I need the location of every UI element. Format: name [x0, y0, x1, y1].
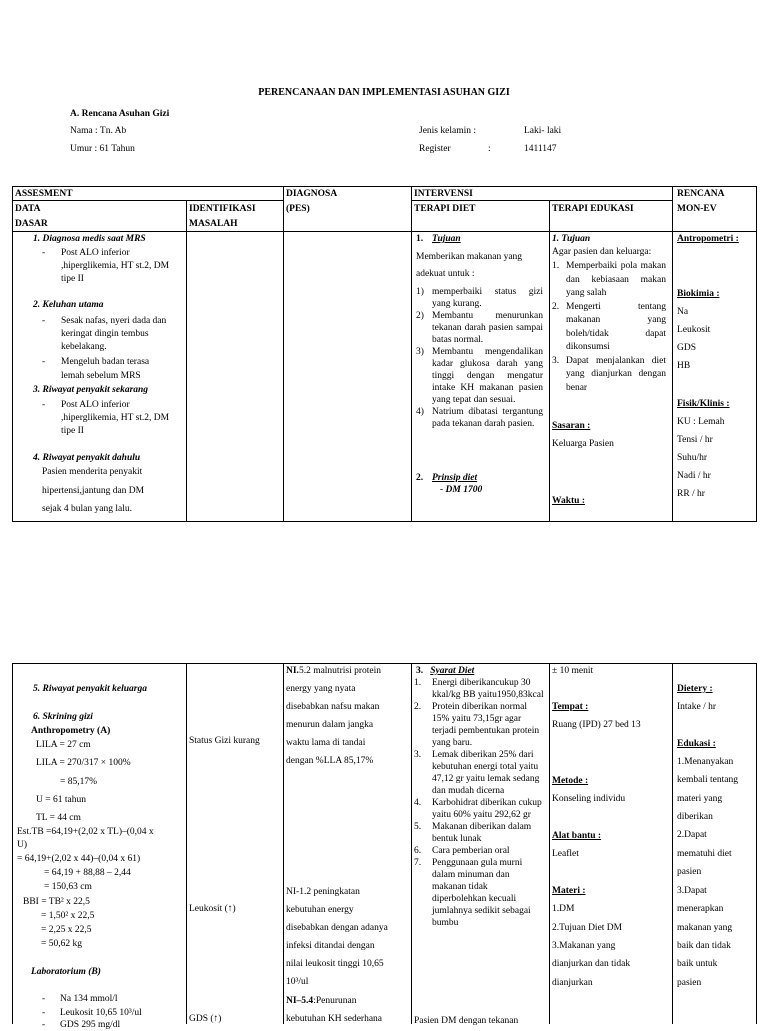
text-line: = 1,50² x 22,5 [41, 911, 95, 921]
text-line: waktu lama di tandai [286, 738, 366, 748]
list-item: Protein diberikan normal 15% yaitu 73,15gr agar terjadi pembentukan protein yang baru. [432, 702, 540, 748]
register-value: 1411147 [524, 144, 557, 154]
text-line: makanan yang [677, 923, 733, 933]
alat-bantu-heading: Alat bantu : [552, 831, 602, 841]
antropometri-heading: Antropometri : [677, 234, 739, 244]
waktu-value: ± 10 menit [552, 666, 594, 676]
header-terapi-diet: TERAPI DIET [414, 204, 476, 214]
text-line: 3.Makanan yang [552, 941, 616, 951]
biokimia-heading: Biokimia : [677, 289, 720, 299]
header-data: DATA [15, 204, 41, 214]
riwayat-sekarang-heading: 3. Riwayat penyakit sekarang [33, 385, 149, 395]
text-line: = 64,19+(2,02 x 44)–(0,04 x 61) [17, 854, 141, 864]
text-line: sejak 4 bulan yang lalu. [42, 504, 132, 514]
text-line: RR / hr [677, 489, 705, 499]
text-line: = 50,62 kg [41, 939, 82, 949]
text-line: mematuhi diet [677, 849, 732, 859]
text-line: Agar pasien dan keluarga: [552, 247, 652, 257]
keluhan-heading: 2. Keluhan utama [33, 300, 104, 310]
gender-value: Laki- laki [524, 126, 562, 136]
page-title: PERENCANAAN DAN IMPLEMENTASI ASUHAN GIZI [258, 87, 510, 98]
list-item: Karbohidrat diberikan cukup yaitu 60% yaitu 292,62 gr [432, 798, 542, 820]
header-masalah: MASALAH [189, 219, 238, 229]
skrining-heading: 6. Skrining gizi [33, 712, 93, 722]
tempat-heading: Tempat : [552, 702, 589, 712]
waktu-heading: Waktu : [552, 496, 585, 506]
list-item: tipe II [61, 274, 84, 284]
list-item: Membantu mengendalikan kadar glukosa darah yang tinggi dengan mengatur intake KH makanan pasien yang tepat dan sesuai. [432, 347, 543, 405]
materi-heading: Materi : [552, 886, 586, 896]
header-identifikasi: IDENTIFIKASI [189, 204, 256, 214]
text-line: dengan %LLA 85,17% [286, 756, 374, 766]
text-line: adekuat untuk : [416, 269, 475, 279]
text-line: 2.Tujuan Diet DM [552, 923, 623, 933]
list-item: ,hiperglikemia, HT st.2, DM [61, 413, 170, 423]
text-line: disebabkan dengan adanya [286, 923, 388, 933]
text-line: pasien [677, 867, 702, 877]
masalah-item: Leukosit (↑) [189, 904, 236, 914]
prinsip-diet-heading: Prinsip diet [432, 473, 478, 483]
text-line: BBI = TB² x 22,5 [23, 897, 90, 907]
text-line: Nadi / hr [677, 471, 711, 481]
sasaran-value: Keluarga Pasien [552, 439, 614, 449]
text-line: 3.Dapat [677, 886, 707, 896]
header-intervensi: INTERVENSI [414, 189, 473, 199]
text-line: 10³/ul [286, 977, 309, 987]
dietery-heading: Dietery : [677, 684, 713, 694]
edu-goals-list: 1. Memperbaiki pola makan dan kebiasaan makan yang salah 2. Mengerti tentang makanan yang boleh/tidak dapat dikonsumsi 3. Dapat menjalankan diet yang dianjurkan dengan benar [552, 260, 666, 395]
text-line: Intake / hr [677, 702, 717, 712]
laboratorium-heading: Laboratorium (B) [31, 967, 101, 977]
diet-type: - DM 1700 [440, 485, 483, 495]
fisik-klinis-heading: Fisik/Klinis : [677, 399, 730, 409]
text-line: kembali tentang [677, 775, 738, 785]
text-line: hipertensi,jantung dan DM [42, 486, 145, 496]
list-item: Dapat menjalankan diet yang dianjurkan dengan benar [566, 355, 666, 393]
list-item: ,hiperglikemia, HT st.2, DM [61, 261, 170, 271]
text-line: nilai leukosit tinggi 10,65 [286, 959, 384, 969]
text-line: LILA = 270/317 × 100% [36, 758, 131, 768]
header-monev: MON-EV [677, 204, 717, 214]
gender-label: Jenis kelamin : [419, 126, 476, 136]
text-line: Suhu/hr [677, 453, 708, 463]
edukasi-heading: Edukasi : [677, 739, 716, 749]
text-line: = 64,19 + 88,88 – 2,44 [44, 868, 131, 878]
text-line: LILA = 27 cm [36, 740, 91, 750]
register-colon: : [488, 144, 491, 154]
text-line: diberikan [677, 812, 713, 822]
text-line: Na [677, 307, 689, 317]
text-line: disebabkan nafsu makan [286, 702, 380, 712]
text-line: Leukosit [677, 325, 711, 335]
text-line: Est.TB =64,19+(2,02 x TL)–(0,04 x [17, 827, 154, 837]
list-item: kebelakang. [61, 342, 107, 352]
text-line: 1.DM [552, 904, 575, 914]
list-item: Post ALO inferior [61, 400, 130, 410]
text-line: dianjurkan dan tidak [552, 959, 631, 969]
list-item: Sesak nafas, nyeri dada dan [61, 316, 167, 326]
text-line: dianjurkan [552, 978, 593, 988]
header-assesment: ASSESMENT [15, 189, 73, 199]
text-line: TL = 44 cm [36, 813, 81, 823]
list-item: Post ALO inferior [61, 248, 130, 258]
text-line: baik untuk [677, 959, 718, 969]
text-line: GDS [677, 343, 697, 353]
header-terapi-edukasi: TERAPI EDUKASI [552, 204, 634, 214]
text-line: menerapkan [677, 904, 724, 914]
list-item: Leukosit 10,65 10³/ul [60, 1008, 142, 1018]
diagnosa-item: NI–5.4:Penurunan [286, 996, 357, 1006]
patient-age: Umur : 61 Tahun [70, 144, 135, 154]
list-item: GDS 295 mg/dl [60, 1020, 121, 1030]
header-pes: (PES) [286, 204, 310, 214]
metode-heading: Metode : [552, 776, 589, 786]
riwayat-dahulu-heading: 4. Riwayat penyakit dahulu [33, 453, 141, 463]
edu-tujuan-heading: 1. Tujuan [552, 234, 591, 244]
text-line: = 150,63 cm [44, 882, 92, 892]
header-dasar: DASAR [15, 219, 48, 229]
text-line: kebutuhan KH sederhana [286, 1014, 383, 1024]
tujuan-heading: Tujuan [432, 234, 461, 244]
text-line: Pasien menderita penyakit [42, 467, 143, 477]
list-item: Cara pemberian oral [432, 846, 510, 856]
list-item: Natrium dibatasi tergantung pada tekanan darah pasien. [432, 407, 543, 429]
list-item: Na 134 mmol/l [60, 994, 118, 1004]
metode-value: Konseling individu [552, 794, 626, 804]
text-line: 2.Dapat [677, 830, 707, 840]
list-item: Energi diberikancukup 30 kkal/kg BB yaitu1950,83kcal [432, 678, 544, 700]
diagnosa-item: NI.5.2 malnutrisi protein [286, 666, 381, 676]
text-line: kebutuhan energy [286, 905, 354, 915]
list-item: Lemak diberikan 25% dari kebutuhan energi total yaitu 47,12 gr yaitu lemak sedang dan mudah dicerna [432, 750, 540, 796]
tempat-value: Ruang (IPD) 27 bed 13 [552, 720, 641, 730]
text-line: = 2,25 x 22,5 [41, 925, 92, 935]
list-item: Memperbaiki pola makan dan kebiasaan makan yang salah [566, 261, 666, 298]
text-line: 1.Menanyakan [677, 757, 734, 767]
list-item: tipe II [61, 426, 84, 436]
register-label: Register [419, 144, 451, 154]
text-line: pasien [677, 978, 702, 988]
text-line: KU : Lemah [677, 417, 725, 427]
diet-goals-list: 1) memperbaiki status gizi yang kurang. 2) Membantu menurunkan tekanan darah pasien sampai batas normal. 3) Membantu mengendalikan kadar glukosa darah yang tinggi dengan mengatur intake KH makanan pasien yang tepat dan sesuai. 4) Natrium dibatasi tergantung pada tekanan darah pasien. [416, 287, 543, 429]
header-rencana: RENCANA [677, 189, 725, 199]
section-heading: A. Rencana Asuhan Gizi [70, 109, 170, 119]
list-item: Mengeluh badan terasa [61, 357, 150, 367]
text-line: materi yang [677, 794, 723, 804]
diagnosa-item: NI-1.2 peningkatan [286, 887, 360, 897]
riwayat-keluarga-heading: 5. Riwayat penyakit keluarga [33, 684, 147, 694]
list-item: Mengerti tentang makanan yang boleh/tidak dapat dikonsumsi [566, 301, 666, 352]
masalah-item: GDS (↑) [189, 1014, 222, 1024]
list-item: Makanan diberikan dalam bentuk lunak [432, 822, 532, 844]
text-line: U = 61 tahun [36, 795, 86, 805]
list-item: Penggunaan gula murni dalam minuman dan makanan tidak diperbolehkan kecuali jumlahnya sedikit sebagai bumbu [432, 858, 531, 928]
syarat-diet-heading: 3. Syarat Diet [416, 666, 475, 676]
list-item: keringat dingin tembus [61, 329, 149, 339]
text-line: menurun dalam jangka [286, 720, 374, 730]
text-line: U) [17, 840, 28, 850]
syarat-list: 1. Energi diberikancukup 30 kkal/kg BB yaitu1950,83kcal 2. Protein diberikan normal 15% yaitu 73,15gr agar terjadi pembentukan protein yang baru. 3. Lemak diberikan 25% dari kebutuhan energi total yaitu 47,12 gr yaitu lemak sedang dan mudah dicerna 4. Karbohidrat diberikan cukup yaitu 60% yaitu 292,62 gr 5. Makanan diberikan dalam bentuk lunak 6. Cara pemberian oral 7. Penggunaan gula murni dalam minuman dan makanan tidak diperbolehkan kecuali jumlahnya sedikit sebagai bumbu [414, 678, 544, 928]
alat-bantu-value: Leaflet [552, 849, 579, 859]
list-item: lemah sebelum MRS [61, 371, 141, 381]
text-line: infeksi ditandai dengan [286, 941, 375, 951]
text-line: Memberikan makanan yang [416, 252, 523, 262]
list-item: Membantu menurunkan tekanan darah pasien sampai batas normal. [432, 311, 543, 345]
text-line: energy yang nyata [286, 684, 356, 694]
masalah-item: Status Gizi kurang [189, 736, 260, 746]
text-line: HB [677, 361, 691, 371]
text-line: baik dan tidak [677, 941, 731, 951]
patient-name: Nama : Tn. Ab [70, 126, 127, 136]
text-line: = 85,17% [60, 777, 98, 787]
diagnosa-medis-heading: 1. Diagnosa medis saat MRS [33, 234, 146, 244]
text-line: Tensi / hr [677, 435, 713, 445]
anthropometry-heading: Anthropometry (A) [31, 726, 111, 736]
list-item: memperbaiki status gizi yang kurang. [432, 287, 543, 309]
header-diagnosa: DIAGNOSA [286, 189, 338, 199]
text-line: Pasien DM dengan tekanan [414, 1016, 519, 1026]
sasaran-heading: Sasaran : [552, 421, 591, 431]
